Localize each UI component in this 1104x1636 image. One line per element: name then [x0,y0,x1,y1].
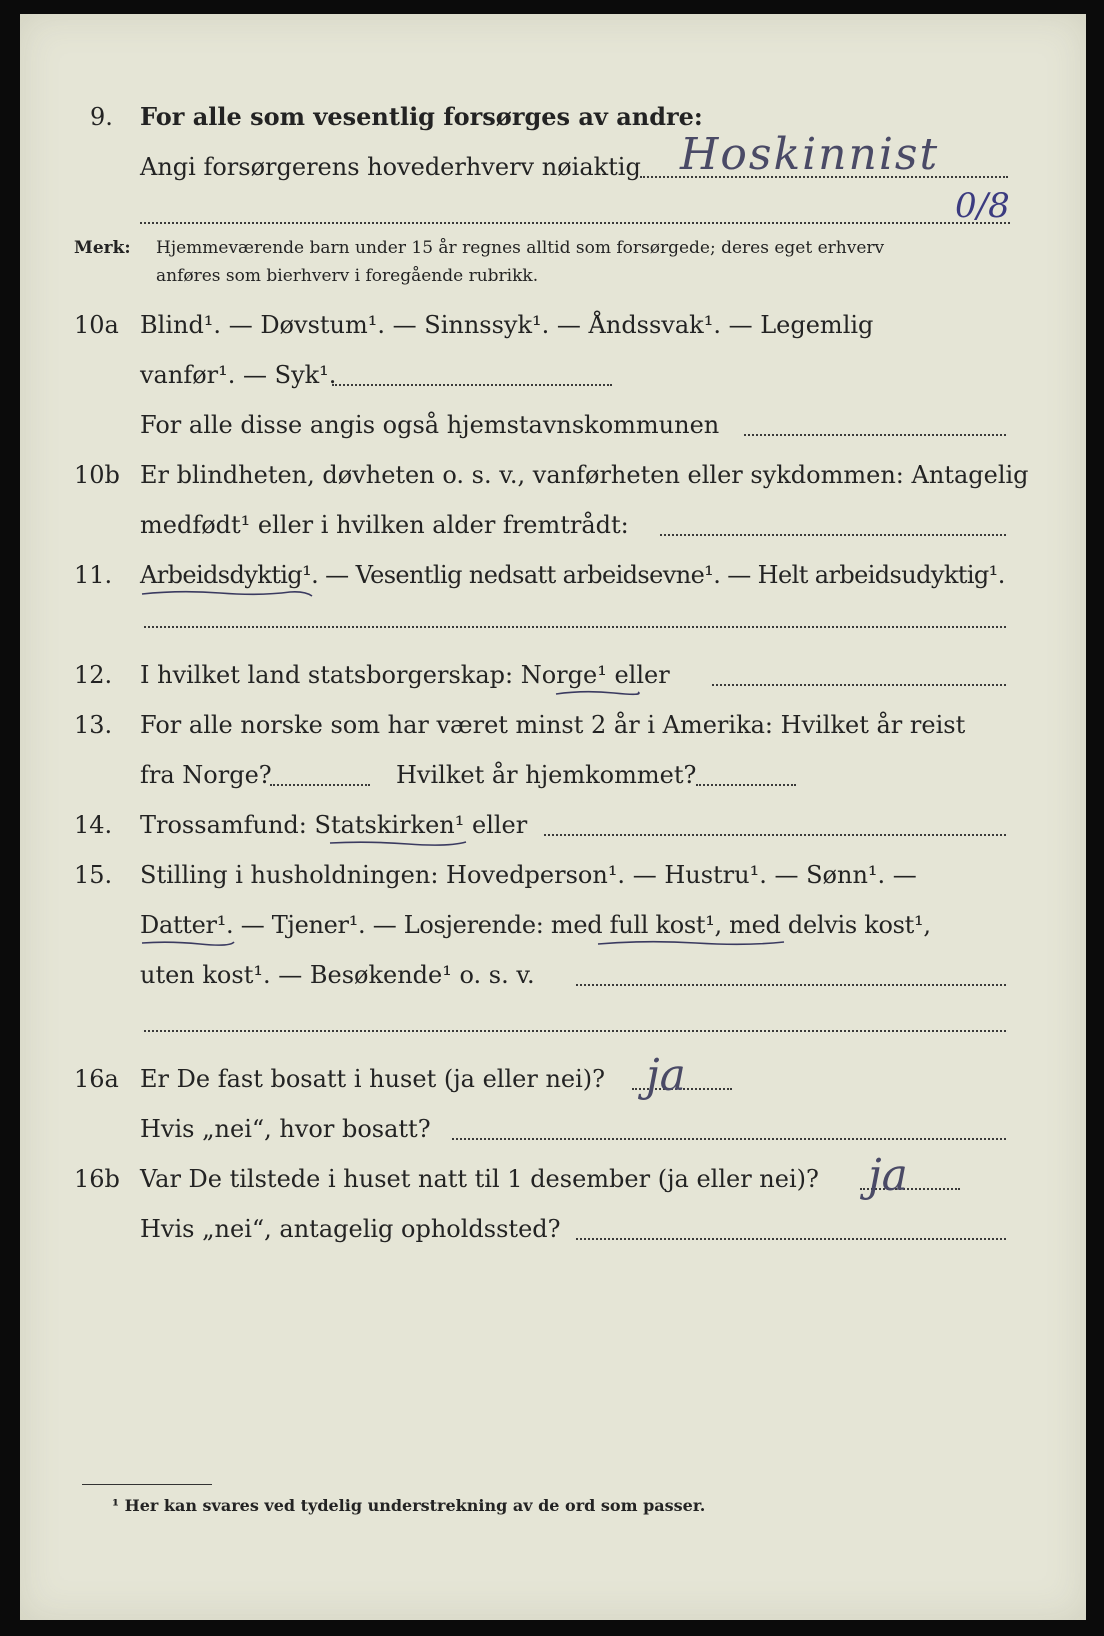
q10b-line2: medfødt¹ eller i hvilken alder fremtrådt: [140,511,629,539]
footnote-rule [82,1484,212,1485]
q15-extra-line [144,1030,1006,1032]
q15-line2: Datter¹. — Tjener¹. — Losjerende: med full kost¹, med delvis kost¹, [140,911,931,939]
q10b-number: 10b [74,461,120,489]
q15-line3: uten kost¹. — Besøkende¹ o. s. v. [140,961,535,989]
q12-handwritten-underline [554,688,640,698]
q11-line1: Arbeidsdyktig¹. — Vesentlig nedsatt arbeidsevne¹. — Helt arbeidsudyktig¹. [140,561,1005,589]
q9-handwritten-answer: Hoskinnist [680,129,940,180]
q16a-line2: Hvis „nei“, hvor bosatt? [140,1115,431,1143]
q11-extra-line [144,626,1006,628]
q15-line1: Stilling i husholdningen: Hovedperson¹. — Hustru¹. — Sønn¹. — [140,861,917,889]
q16a-handwritten-answer: ja [646,1050,686,1101]
q16b-location-line [576,1238,1006,1240]
q14-line1: Trossamfund: Statskirken¹ eller [140,811,528,839]
q14-other-faith-line [544,834,1006,836]
q16a-line1: Er De fast bosatt i huset (ja eller nei)? [140,1065,606,1093]
q10a-number: 10a [74,311,119,339]
q14-handwritten-underline [328,838,468,848]
q12-number: 12. [74,661,113,689]
margin-mark: 0/8 [955,186,1010,226]
q13-departure-year-line [270,784,370,786]
q9-line2: Angi forsørgerens hovederhverv nøiaktig [140,153,641,181]
q16a-number: 16a [74,1065,119,1093]
merk-line1: Hjemmeværende barn under 15 år regnes alltid som forsørgede; deres eget erhverv [156,238,885,258]
q13-number: 13. [74,711,113,739]
q15-datter-underline [140,938,236,948]
q11-handwritten-underline [140,588,320,598]
merk-label: Merk: [74,238,131,258]
q12-other-country-line [712,684,1006,686]
q12-line1: I hvilket land statsborgerskap: Norge¹ eller [140,661,670,689]
q10a-line1: Blind¹. — Døvstum¹. — Sinnssyk¹. — Åndssvak¹. — Legemlig [140,311,874,339]
census-form-page [20,14,1086,1620]
q11-number: 11. [74,561,113,589]
q16a-residence-line [452,1138,1006,1140]
footnote: ¹ Her kan svares ved tydelig understrekning av de ord som passer. [112,1496,706,1515]
q13-line1: For alle norske som har været minst 2 år i Amerika: Hvilket år reist [140,711,966,739]
q16b-handwritten-answer: ja [868,1150,908,1201]
q9-extra-line [140,222,1010,224]
q9-number: 9. [90,103,113,131]
q16b-number: 16b [74,1165,120,1193]
q16b-line1: Var De tilstede i huset natt til 1 desember (ja eller nei)? [140,1165,819,1193]
q13-line2a: fra Norge? [140,761,272,789]
q10a-line2: vanfør¹. — Syk¹. [140,361,337,389]
q10b-line1: Er blindheten, døvheten o. s. v., vanførheten eller sykdommen: Antagelig [140,461,1029,489]
q14-number: 14. [74,811,113,839]
q10a-line3: For alle disse angis også hjemstavnskommunen [140,411,720,439]
q13-line2b: Hvilket år hjemkommet? [396,761,697,789]
q15-other-line [576,984,1006,986]
q10a-municipality-line [744,434,1006,436]
q15-full-kost-underline [596,938,786,948]
q10a-sick-line [332,384,612,386]
q16b-line2: Hvis „nei“, antagelig opholdssted? [140,1215,561,1243]
q15-number: 15. [74,861,113,889]
q13-return-year-line [696,784,796,786]
q9-line1: For alle som vesentlig forsørges av andre: [140,102,703,131]
merk-line2: anføres som bierhverv i foregående rubrikk. [156,266,539,286]
q10b-age-line [660,534,1006,536]
